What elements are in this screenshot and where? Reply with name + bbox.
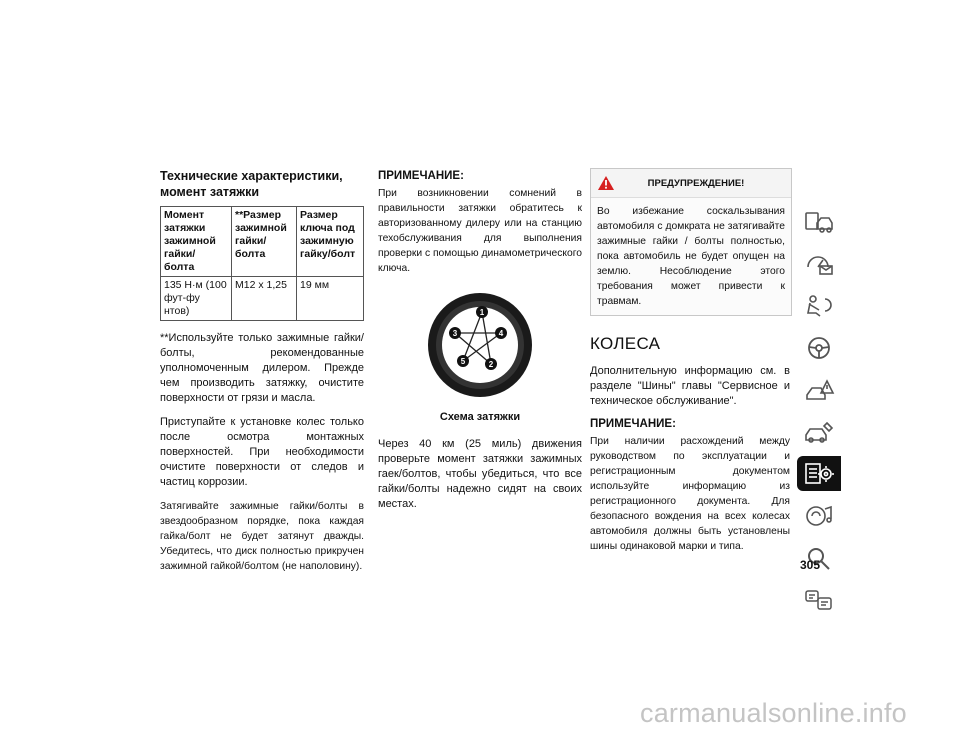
chapter-tab-safety[interactable] — [797, 288, 841, 323]
language-icon — [803, 587, 835, 613]
car-info-icon — [803, 209, 835, 235]
chapter-tab-multimedia[interactable] — [797, 498, 841, 533]
table-row — [161, 277, 364, 321]
chapter-tab-dashboard[interactable] — [797, 246, 841, 281]
stud-number: 2 — [488, 360, 494, 369]
torque-spec-table — [160, 206, 364, 321]
warning-header — [591, 169, 791, 198]
chapter-tab-emergency[interactable] — [797, 372, 841, 407]
wheel-diagram — [425, 290, 535, 400]
table-header-cell: Размер ключа под зажимную гайку/болт — [297, 207, 364, 277]
steering-wheel-icon — [803, 335, 835, 361]
table-cell: M12 x 1,25 — [232, 277, 297, 321]
tightening-pattern-figure — [378, 290, 582, 423]
body-paragraph: Затягивайте зажимные гайки/болты в звездообразном порядке, пока каждая гайка/болт не будет затянут дважды. Убедитесь, что диск полностью прикручен зажимной гайкой/болтом (не наполовину). — [160, 501, 364, 572]
body-paragraph: **Используйте только зажимные гайки/болты, рекомендованные уполномоченным дилером. Прежде чем производить затяжку, очистите поверхности от грязи и масла. — [160, 332, 364, 404]
emergency-icon — [803, 377, 835, 403]
warning-title: ПРЕДУПРЕЖДЕНИЕ! — [647, 177, 745, 189]
middle-column — [378, 170, 582, 521]
body-paragraph: Через 40 км (25 миль) движения проверьте момент затяжки зажимных гаек/болтов, чтобы убедиться, что все гайки/болты надежно сидят на своих местах. — [378, 438, 582, 510]
right-column — [590, 168, 790, 563]
watermark: carmanualsonline.info — [640, 698, 907, 728]
body-paragraph: Дополнительную информацию см. в разделе "Шины" главы "Сервисное и техническое обслуживание". — [590, 365, 790, 407]
table-cell: 135 Н·м (100 фут-фу нтов) — [161, 277, 232, 321]
note-title: ПРИМЕЧАНИЕ: — [378, 170, 464, 182]
body-paragraph: Приступайте к установке колес только после осмотра монтажных поверхностей. При необходимости очистите поверхности от следов и частиц коррозии. — [160, 416, 364, 488]
table-header-row — [161, 207, 364, 277]
figure-caption: Схема затяжки — [439, 411, 521, 423]
chapter-tab-service[interactable] — [797, 414, 841, 449]
warning-text: Во избежание соскальзывания автомобиля с домкрата не затягивайте зажимные гайки / болты полностью, пока автомобиль не будет опущен на землю. Несоблюдение этого требования может привести к травмам. — [597, 206, 785, 307]
safety-icon — [803, 293, 835, 319]
left-column — [160, 168, 364, 583]
torque-spec-heading: Технические характеристики, момент затяжки — [160, 169, 343, 199]
section-title: КОЛЕСА — [590, 334, 661, 353]
chapter-tab-car-info[interactable] — [797, 204, 841, 239]
chapter-tab-specifications[interactable] — [797, 456, 841, 491]
specifications-gear-icon — [803, 461, 835, 487]
page-number: 305 — [800, 558, 821, 572]
stud-number: 5 — [460, 357, 466, 366]
warning-box — [590, 168, 792, 316]
stud-number: 1 — [479, 308, 485, 317]
note-text: При возникновении сомнений в правильности затяжки обратитесь к авторизованному дилеру или на станцию техобслуживания для выполнения проверки с помощью динамометрического ключа. — [378, 188, 582, 274]
stud-number: 4 — [498, 329, 504, 338]
car-service-icon — [803, 419, 835, 445]
dashboard-message-icon — [803, 251, 835, 277]
chapter-tab-driving[interactable] — [797, 330, 841, 365]
stud-number: 3 — [452, 329, 458, 338]
multimedia-icon — [803, 503, 835, 529]
note-title: ПРИМЕЧАНИЕ: — [590, 418, 676, 430]
warning-icon — [597, 175, 615, 191]
table-cell: 19 мм — [297, 277, 364, 321]
chapter-tab-languages[interactable] — [797, 582, 841, 617]
table-header-cell: **Размер зажимной гайки/ болта — [232, 207, 297, 277]
table-header-cell: Момент затяжки зажимной гайки/ болта — [161, 207, 232, 277]
note-text: При наличии расхождений между руководством по эксплуатации и регистрационным документом используйте информацию из регистрационного документа. Для безопасного вождения на всех колесах автомобиля должны быть установлены шины одинаковой марки и типа. — [590, 436, 790, 552]
